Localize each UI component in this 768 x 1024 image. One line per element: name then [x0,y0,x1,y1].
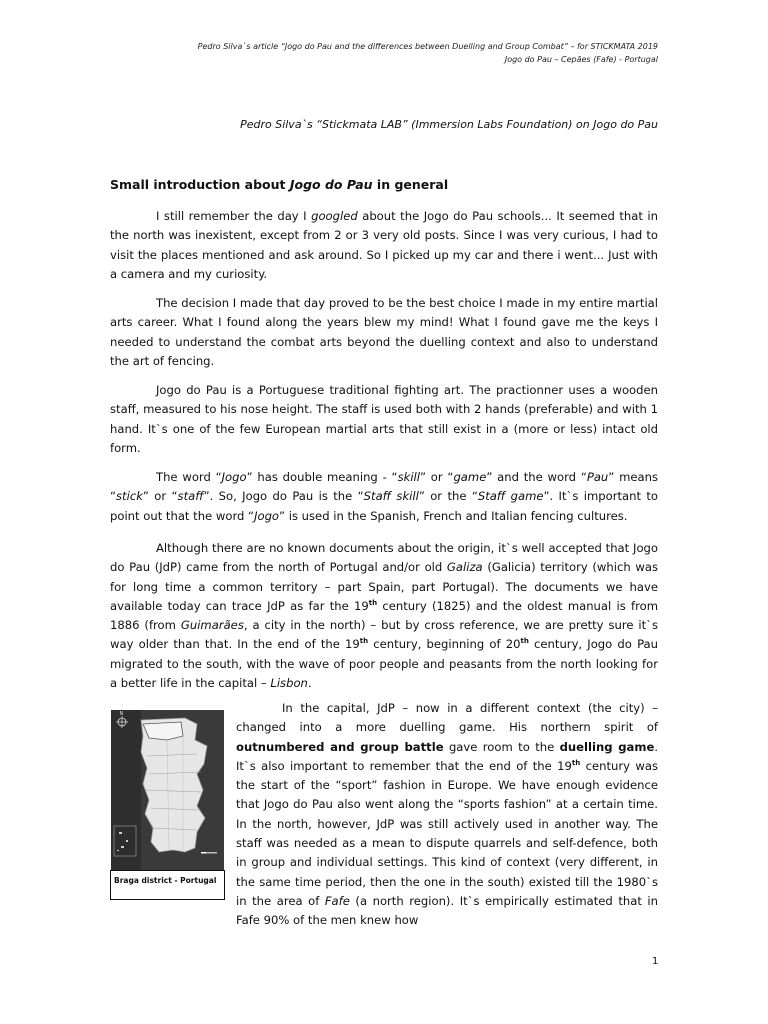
document-subtitle: Pedro Silva`s “Stickmata LAB” (Immersion Labs Foundation) on Jogo do Pau [240,118,658,131]
figure-caption-box [110,870,225,900]
paragraph-4: The word “Jogo” has double meaning - “skill” or “game” and the word “Pau” means “stick” or “staff”. So, Jogo do Pau is the “Staff skill” or the “Staff game”. It`s important to point out that the word “Jogo” is used in the Spanish, French and Italian fencing cultures. [110,470,659,523]
paragraph-6: In the capital, JdP – now in a different context (the city) – changed into a more duelling game. His northern spirit of outnumbered and group battle gave room to the duelling game. It`s also important to remember that the end of the 19th century was the start of the “sport” fashion in Europe. We have enough evidence that Jogo do Pau also went along the “sports fashion” at a certain time. In the north, however, JdP was still actively used in another way. The staff was needed as a mean to dispute quarrels and self-defence, both in group and individual settings. This kind of context (very different, in the same time period, then the one in the south) existed till the 1980`s in the area of Fafe (a north region). It`s empirically estimated that in Fafe 90% of the men knew how [236,701,658,928]
paragraph-5: Although there are no known documents about the origin, it`s well accepted that Jogo do Pau (JdP) came from the north of Portugal and/or old Galiza (Galicia) territory (which was for long time a common territory – part Spain, part Portugal). The documents we have available today can trace JdP as far the 19th century (1825) and the oldest manual is from 1886 (from Guimarães, a city in the north) – but by cross reference, we are pretty sure it`s way older than that. In the end of the 19th century, beginning of 20th century, Jogo do Pau migrated to the south, with the wave of poor people and peasants from the north looking for a better life in the capital – Lisbon. [110,541,658,691]
running-header-location: Jogo do Pau – Cepães (Fafe) - Portugal [504,55,658,64]
page-number: 1 [652,956,659,967]
running-header-title: Pedro Silva`s article “Jogo do Pau and the differences between Duelling and Group Combat” – for STICKMATA 2019 [197,42,658,51]
figure-caption: Braga district - Portugal [114,876,217,885]
compass-north-label: N [119,711,124,717]
portugal-map-image [111,710,224,870]
portugal-map-figure [111,710,224,870]
section-heading: Small introduction about Jogo do Pau in general [110,177,449,192]
paragraph-2: The decision I made that day proved to be the best choice I made in my entire martial arts career. What I found along the years blew my mind! What I found gave me the keys I needed to understand the combat arts beyond the duelling context and also to understand the art of fencing. [110,296,658,368]
paragraph-1: I still remember the day I googled about the Jogo do Pau schools... It seemed that in the north was inexistent, except from 2 or 3 very old posts. Since I was very curious, I had to visit the places mentioned and ask around. So I picked up my car and there i went... Just with a camera and my curiosity. [110,209,659,281]
paragraph-3: Jogo do Pau is a Portuguese traditional fighting art. The practionner uses a wooden staff, measured to his nose height. The staff is used both with 2 hands (preferable) and with 1 hand. It`s one of the few European martial arts that still exist in a (more or less) intact old form. [110,383,658,455]
